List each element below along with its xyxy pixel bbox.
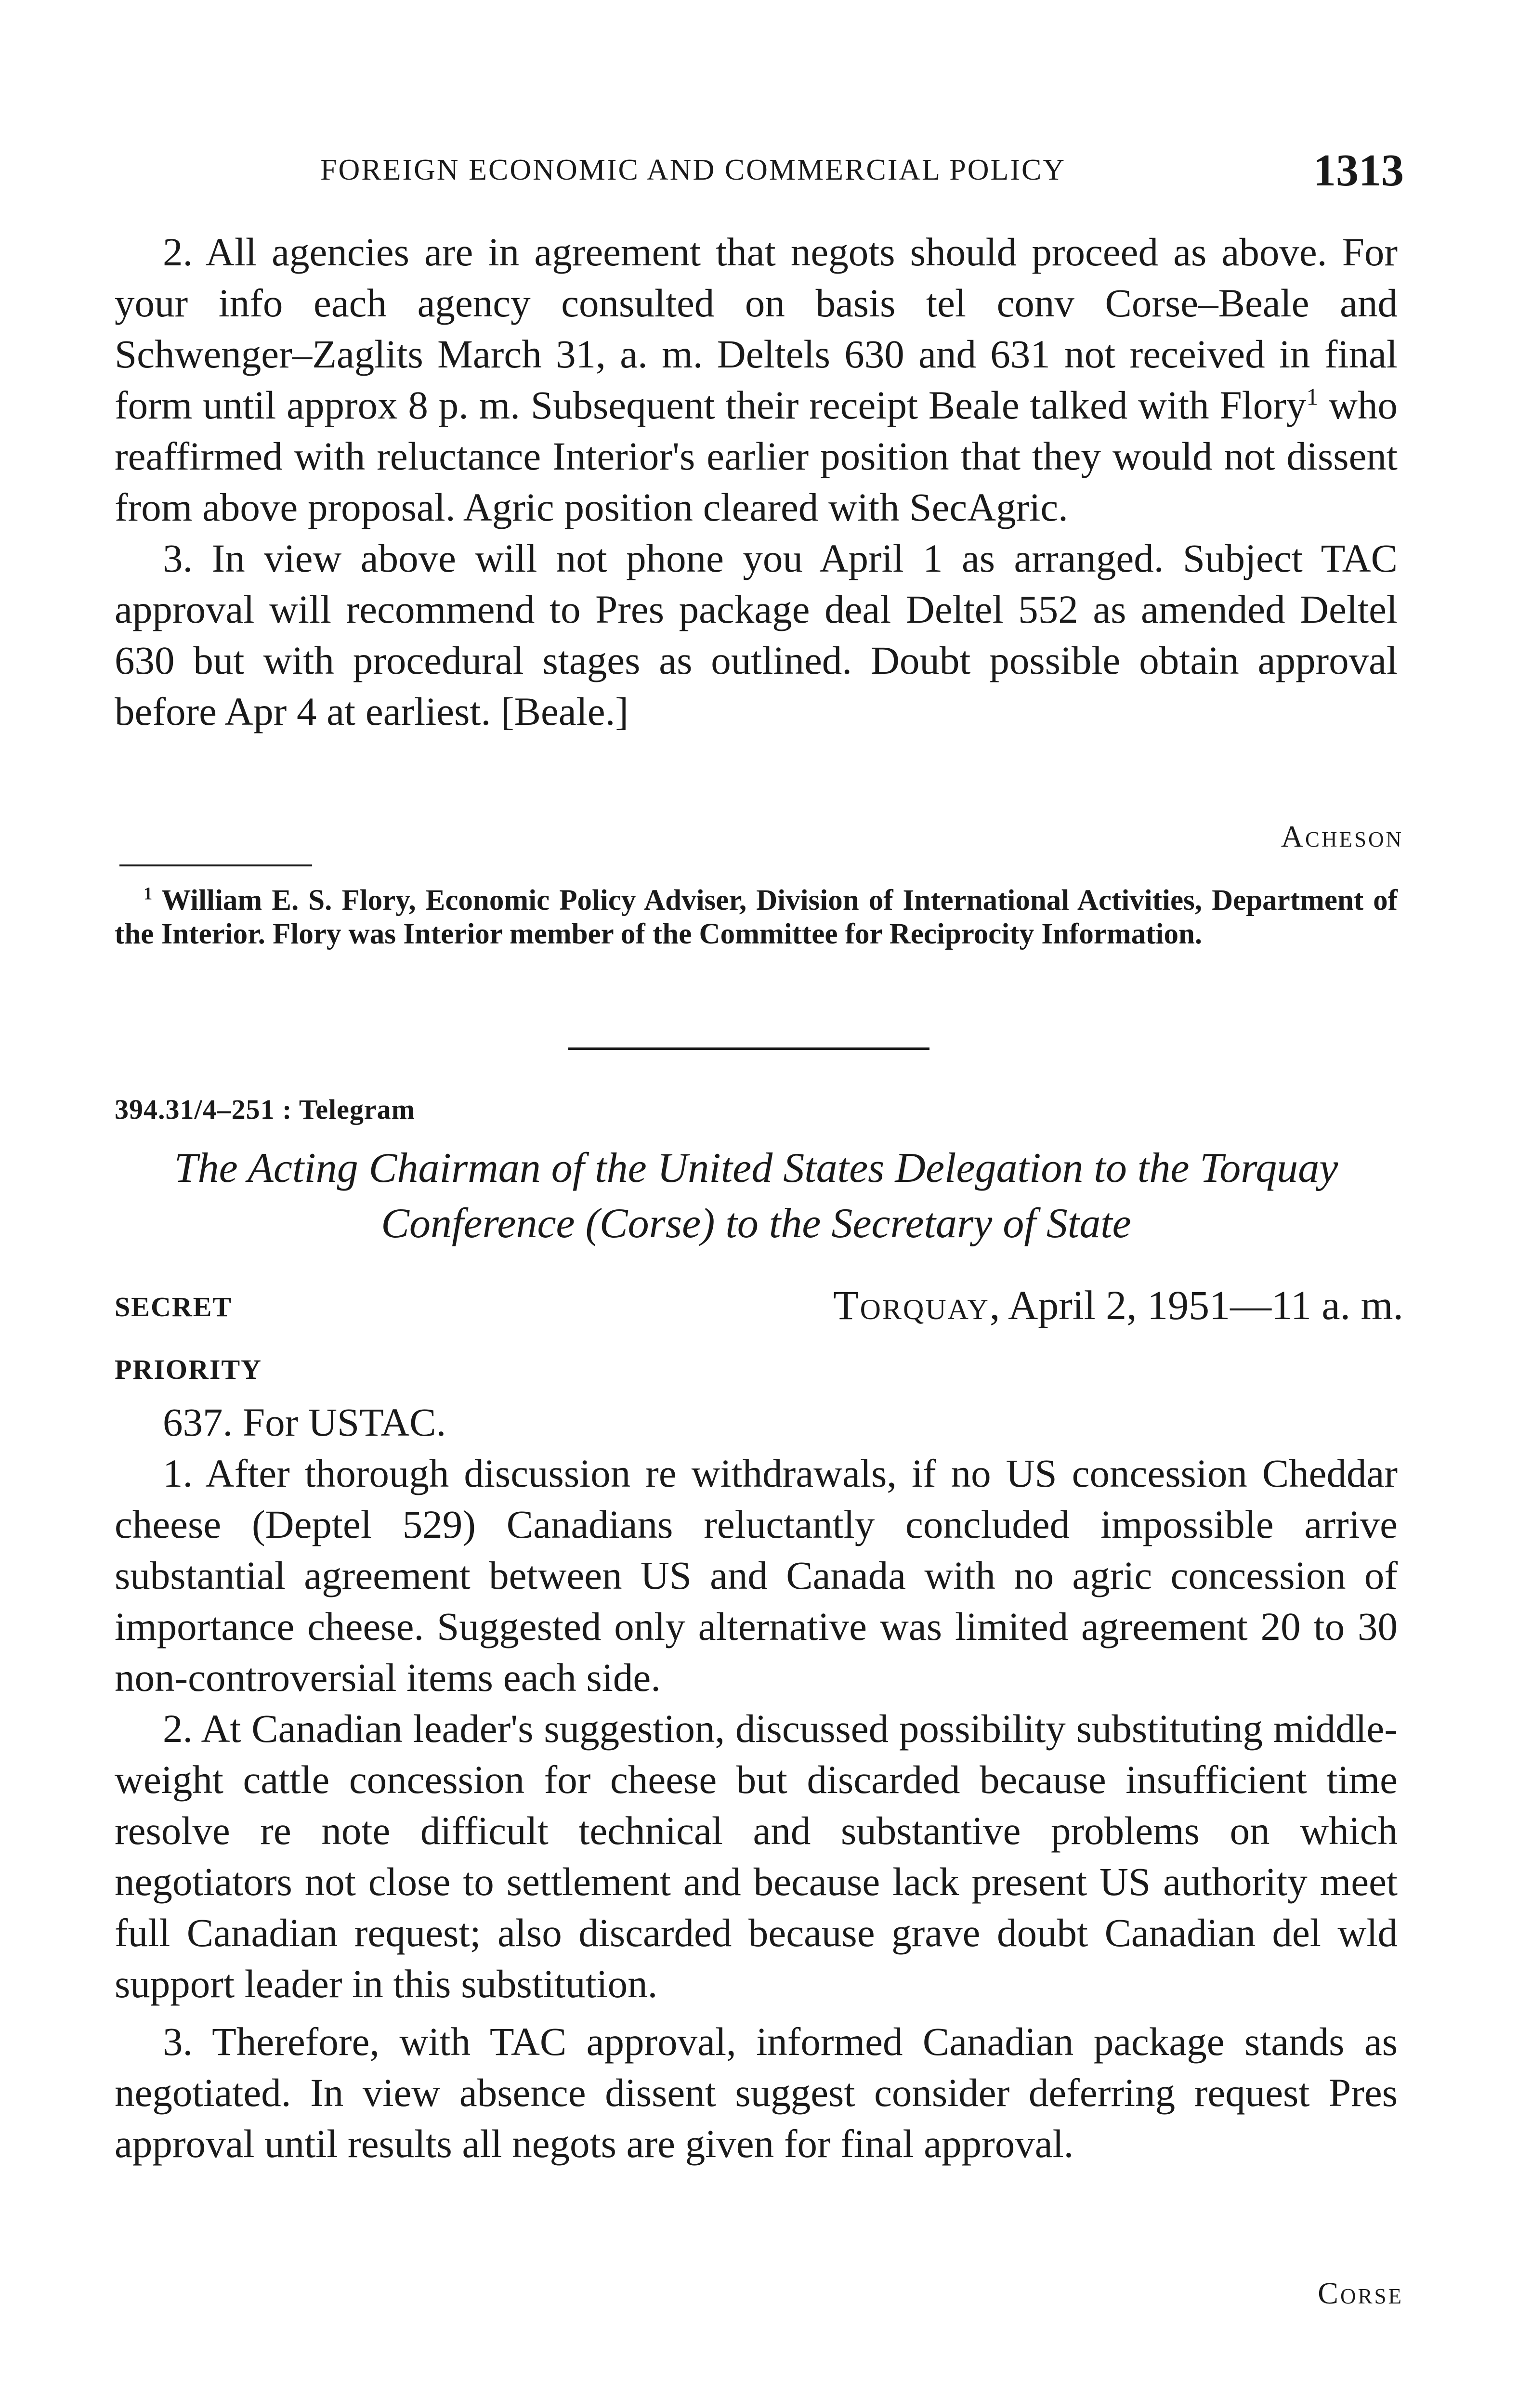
dateline-date: , April 2, 1951—11 a. m. bbox=[989, 1282, 1403, 1328]
dateline bbox=[833, 1281, 1403, 1329]
document-title-line-2: Conference (Corse) to the Secretary of State bbox=[381, 1200, 1131, 1247]
footnote-marker: 1 bbox=[144, 883, 153, 903]
signature-acheson: Acheson bbox=[1281, 819, 1403, 853]
second-document-body bbox=[115, 1397, 1398, 2169]
paragraph-1-withdrawals: 1. After thorough discussion re withdrawals, if no US concession Cheddar cheese (Deptel 529) Canadians reluctantly concluded impossible arrive substantial agreement between US and Canada with no agric concession of importance cheese. Suggested only alternative was limited agreement 20 to 30 non-controversial items each side. bbox=[115, 1451, 1398, 1700]
dateline-place: Torquay bbox=[833, 1282, 990, 1328]
footnote-divider bbox=[119, 864, 312, 866]
file-reference: 394.31/4–251 : Telegram bbox=[115, 1094, 415, 1125]
paragraph-text: 2. All agencies are in agreement that negots should proceed as above. For your info each agency consulted on basis tel conv Corse–Beale and Schwenger–Zaglits March 31, a. m. Deltels 630 and 631 not received in final form until approx 8 p. m. Subsequent their receipt Beale talked with Flory bbox=[115, 230, 1398, 427]
paragraph-3-view: 3. In view above will not phone you April 1 as arranged. Subject TAC approval will recommend to Pres package deal Deltel 552 as amended Deltel 630 but with procedural stages as outlined. Doubt possible obtain approval before Apr 4 at earliest. [Beale.] bbox=[115, 536, 1398, 733]
document-title-line-1: The Acting Chairman of the United States Delegation to the Torquay bbox=[174, 1145, 1338, 1191]
running-head bbox=[123, 144, 1404, 197]
first-document-body bbox=[115, 226, 1398, 737]
footnote-1 bbox=[115, 884, 1398, 951]
section-divider bbox=[568, 1047, 929, 1050]
paragraph-2-canadian-leader: 2. At Canadian leader's suggestion, discussed possibility substituting middle-weight cattle concession for cheese but discarded because insufficient time resolve re note difficult technical and substantive problems on which negotiators not close to settlement and because lack present US authority meet full Canadian request; also discarded because grave doubt Canadian del wld support leader in this substitution. bbox=[115, 1706, 1398, 2006]
document-title bbox=[96, 1140, 1416, 1251]
page-number: 1313 bbox=[1313, 145, 1404, 196]
running-head-title: FOREIGN ECONOMIC AND COMMERCIAL POLICY bbox=[320, 154, 1066, 186]
paragraph-text: who reaffirmed with reluctance Interior's earlier position that they would not dissent from above proposal. Agric position cleared with SecAgric. bbox=[115, 383, 1398, 529]
precedence-label: PRIORITY bbox=[115, 1354, 262, 1385]
footnote-reference: 1 bbox=[1306, 383, 1319, 410]
paragraph-2-agencies bbox=[115, 226, 1398, 533]
paragraph-3-therefore: 3. Therefore, with TAC approval, informed Canadian package stands as negotiated. In view absence dissent suggest consider deferring request Pres approval until results all negots are given for final approval. bbox=[115, 2019, 1398, 2166]
classification-label: SECRET bbox=[115, 1291, 233, 1322]
signature-corse: Corse bbox=[1318, 2276, 1403, 2310]
footnote-text: William E. S. Flory, Economic Policy Adviser, Division of International Activities, Department of the Interior. Flory was Interior member of the Committee for Reciprocity Information. bbox=[115, 884, 1398, 950]
paragraph-637: 637. For USTAC. bbox=[163, 1400, 446, 1444]
